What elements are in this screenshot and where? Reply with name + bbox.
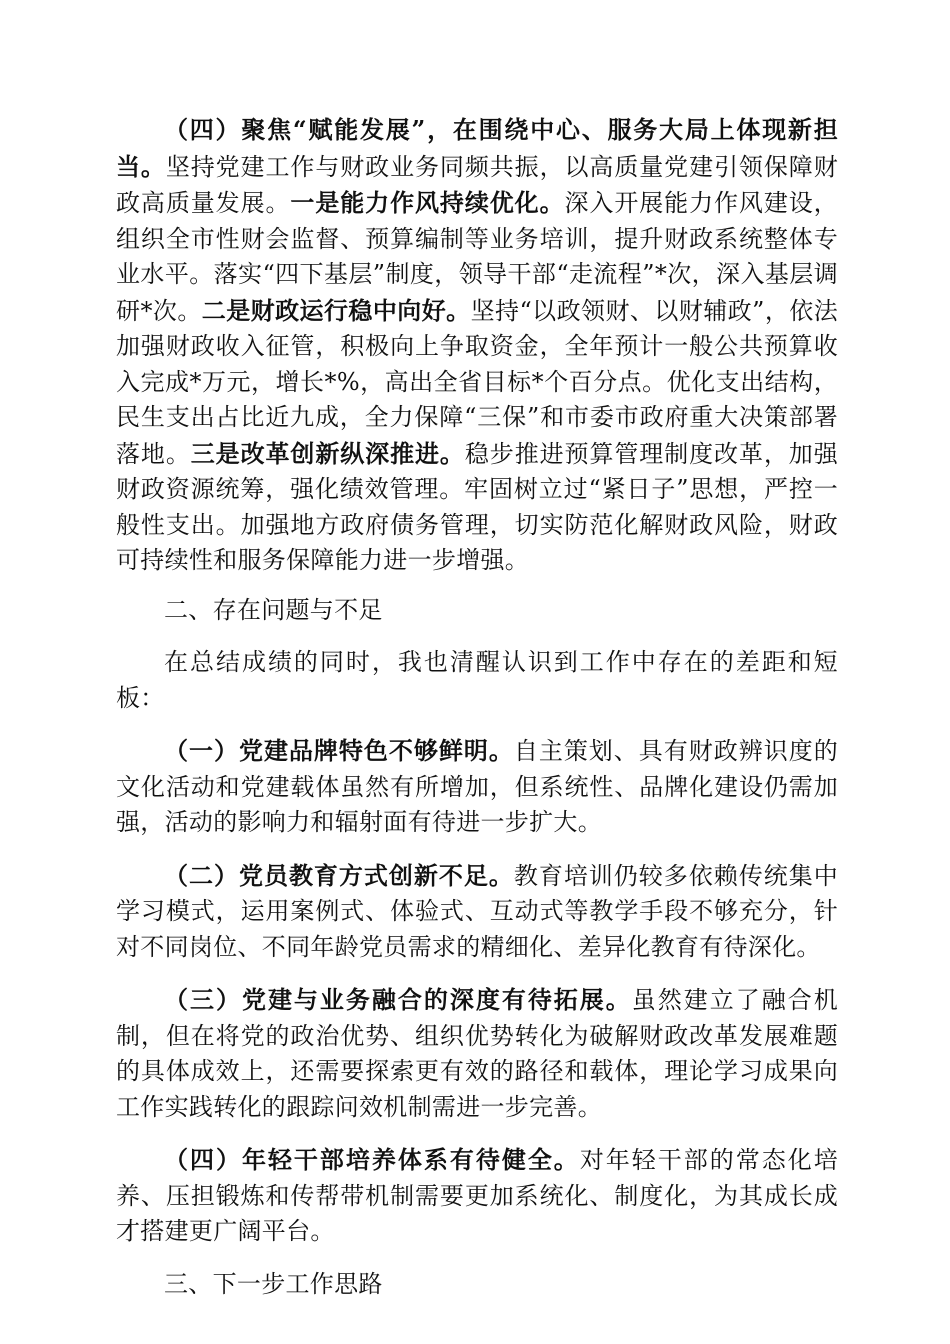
problem-text: 教育培训仍较多依赖传统集中学习模式，运用案例式、体验式、互动式等教学手段不够充分，针对不同岗位、不同年龄党员需求的精细化、差异化教育有待深化。: [116, 861, 838, 961]
section-four-paragraph: [116, 112, 838, 579]
problem-paragraph: [116, 1142, 838, 1250]
problem-title: （四）年轻干部培养体系有待健全。: [164, 1145, 580, 1174]
point-two-title: 二是财政运行稳中向好。: [201, 295, 471, 325]
problem-text: 虽然建立了融合机制，但在将党的政治优势、组织优势转化为破解财政改革发展难题的具体成效上，还需要探索更有效的路径和载体，理论学习成果向工作实践转化的跟踪问效机制需进一步完善。: [116, 986, 838, 1121]
problem-text: 对年轻干部的常态化培养、压担锻炼和传帮带机制需要更加系统化、制度化，为其成长成才搭建更广阔平台。: [116, 1146, 838, 1245]
problem-paragraph: [116, 858, 838, 966]
section-four-intro: 坚持党建工作与财政业务同频共振，以高质量党建引领保障财政高质量发展。: [116, 152, 838, 217]
problem-text: 自主策划、具有财政辨识度的文化活动和党建载体虽然有所增加，但系统性、品牌化建设仍需加强，活动的影响力和辐射面有待进一步扩大。: [116, 737, 838, 836]
section-heading-next-steps: 三、下一步工作思路: [164, 1269, 383, 1298]
point-one-text: 深入开展能力作风建设，组织全市性财会监督、预算编制等业务培训，提升财政系统整体专业水平。落实“四下基层”制度，领导干部“走流程”*次，深入基层调研*次。: [116, 189, 838, 325]
section-heading-problems: 二、存在问题与不足: [164, 595, 383, 624]
point-one-title: 一是能力作风持续优化。: [290, 188, 565, 217]
problem-paragraph: [116, 733, 838, 841]
problems-intro-paragraph: 在总结成绩的同时，我也清醒认识到工作中存在的差距和短板：: [116, 648, 838, 712]
problem-paragraph: [116, 982, 838, 1125]
document-page: [116, 112, 838, 1302]
section-four-lead-in: （四）聚焦“赋能发展”，在围绕中心、服务大局上体现新担当。: [116, 115, 838, 181]
problem-title: （一）党建品牌特色不够鲜明。: [164, 736, 514, 765]
point-three-text: 稳步推进预算管理制度改革，加强财政资源统筹，强化绩效管理。牢固树立过“紧日子”思想，严控一般性支出。加强地方政府债务管理，切实防范化解财政风险，财政可持续性和服务保障能力进一步增强。: [116, 439, 838, 574]
problem-title: （二）党员教育方式创新不足。: [164, 860, 514, 890]
point-two-text: 坚持“以政领财、以财辅政”，依法加强财政收入征管，积极向上争取资金，全年预计一般公共预算收入完成*万元，增长*%，高出全省目标*个百分点。优化支出结构，民生支出占比近九成，全力保障“三保”和市委市政府重大决策部署落地。: [116, 296, 839, 468]
point-three-title: 三是改革创新纵深推进。: [190, 438, 465, 468]
problem-title: （三）党建与业务融合的深度有待拓展。: [164, 985, 632, 1014]
